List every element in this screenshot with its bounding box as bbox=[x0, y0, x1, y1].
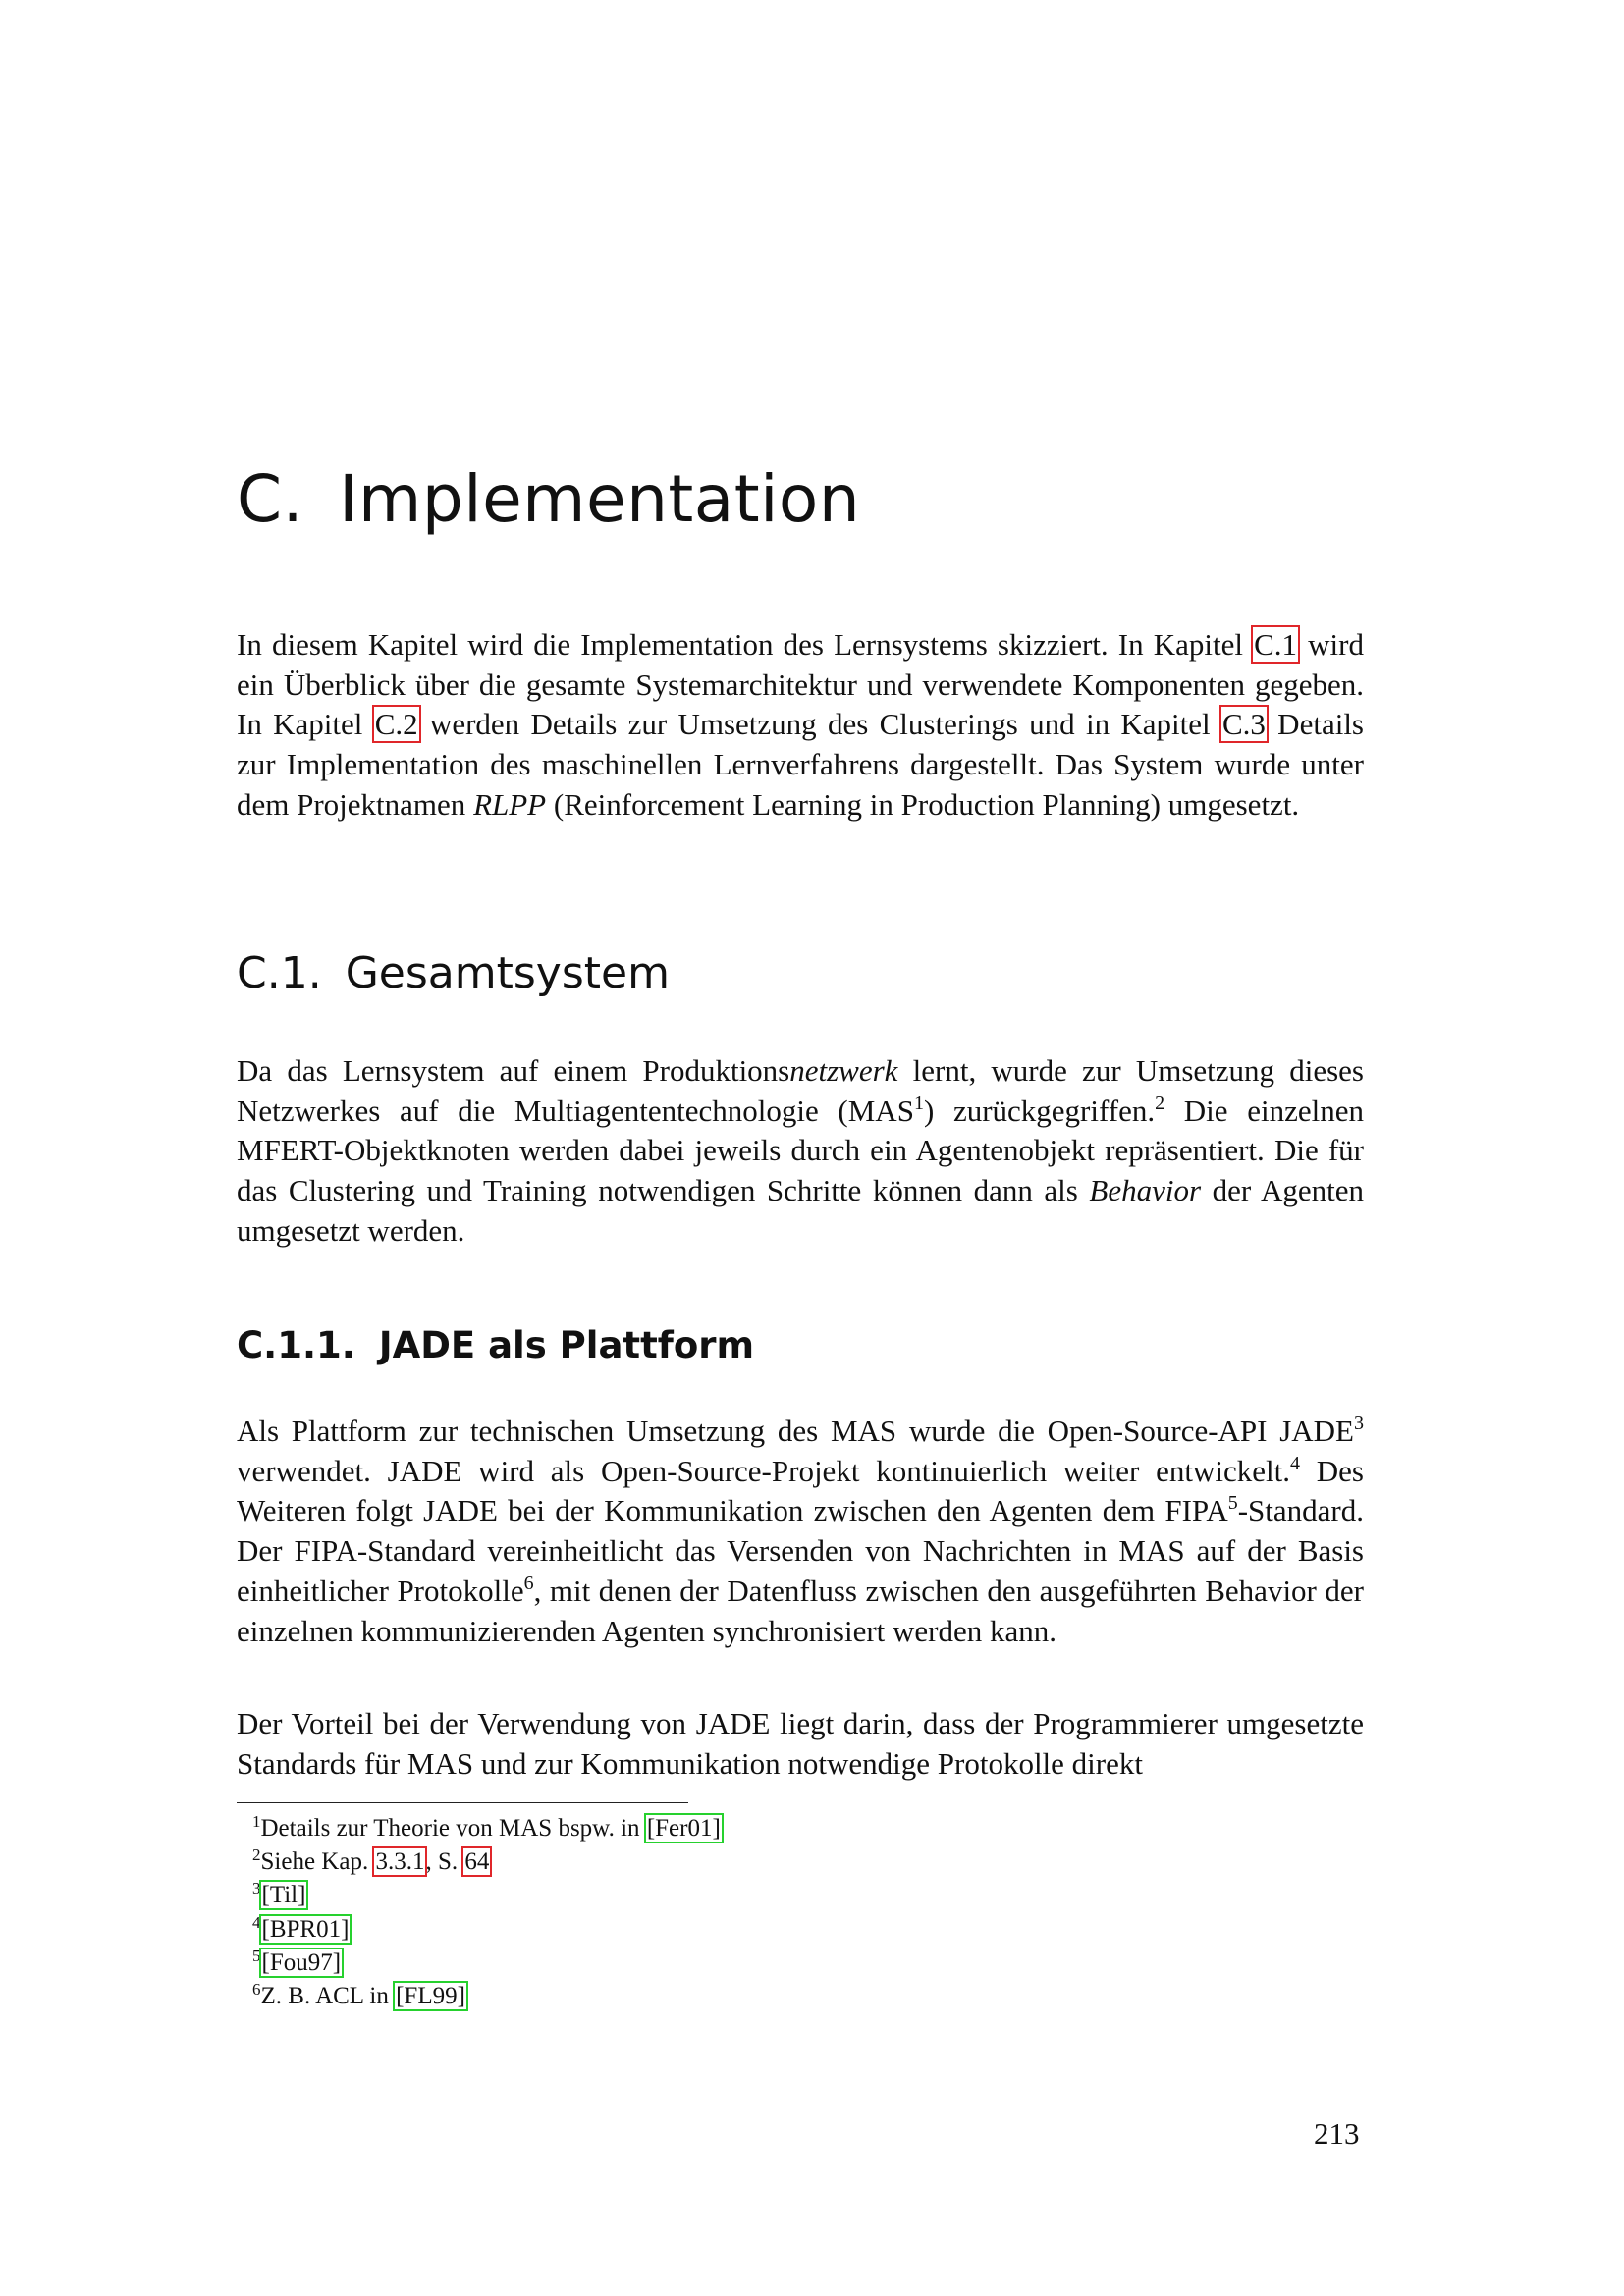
footnote-mark-3[interactable]: 3 bbox=[1354, 1413, 1364, 1434]
footnote-mark-4[interactable]: 4 bbox=[1290, 1452, 1300, 1474]
link-c2[interactable]: C.2 bbox=[374, 707, 418, 742]
intro-text-5: (Reinforcement Learning in Production Planning) umgesetzt. bbox=[546, 786, 1300, 822]
cite-fer01[interactable]: [Fer01] bbox=[646, 1815, 721, 1842]
project-name: RLPP bbox=[473, 786, 547, 822]
subsection-title: JADE als Plattform bbox=[378, 1324, 755, 1366]
para2-text-2: lernt, wurde zur Umsetzung dieses Netzwerkes auf die Multiagententechnologie (MAS bbox=[237, 1053, 1364, 1128]
footnotes bbox=[252, 1812, 1332, 2013]
para2-text-4: Die einzelnen MFERT-Objektknoten werden dabei jeweils durch ein Agentenobjekt repräsentiert. Die für das Clustering und Training notwendigen Schritte können dann als bbox=[237, 1093, 1364, 1208]
para2-text-1: Da das Lernsystem auf einem Produktions bbox=[237, 1053, 790, 1088]
link-page-64[interactable]: 64 bbox=[464, 1848, 490, 1876]
chapter-number: C. bbox=[237, 461, 304, 537]
para2-em-netzwerk: netzwerk bbox=[789, 1053, 898, 1088]
intro-paragraph bbox=[237, 625, 1364, 826]
para2-text-3: ) zurückgegriffen. bbox=[923, 1093, 1156, 1128]
intro-text-1: In diesem Kapitel wird die Implementation des Lernsystems skizziert. In Kapitel bbox=[237, 627, 1254, 662]
footnote-6-mark: 6 bbox=[252, 1980, 261, 2000]
cite-til[interactable]: [Til] bbox=[261, 1882, 306, 1909]
para3-text-2: verwendet. JADE wird als Open-Source-Projekt kontinuierlich weiter entwickelt. bbox=[237, 1453, 1290, 1488]
footnote-5 bbox=[252, 1947, 1332, 1980]
section-number: C.1. bbox=[237, 948, 322, 998]
footnote-1 bbox=[252, 1812, 1332, 1845]
footnote-4-mark: 4 bbox=[252, 1912, 261, 1932]
subsection-heading-c11 bbox=[237, 1324, 754, 1366]
jade-paragraph bbox=[237, 1412, 1364, 1651]
footnote-1-mark: 1 bbox=[252, 1812, 261, 1831]
footnote-2-mark: 2 bbox=[252, 1845, 261, 1865]
footnote-2 bbox=[252, 1845, 1332, 1879]
chapter-title-text: Implementation bbox=[339, 461, 861, 537]
link-331[interactable]: 3.3.1 bbox=[375, 1848, 425, 1876]
para2-em-behavior: Behavior bbox=[1089, 1173, 1202, 1208]
footnote-mark-2[interactable]: 2 bbox=[1155, 1092, 1165, 1114]
gesamtsystem-paragraph bbox=[237, 1051, 1364, 1252]
footnote-4 bbox=[252, 1913, 1332, 1947]
cite-fou97[interactable]: [Fou97] bbox=[261, 1949, 342, 1976]
para3-text-4: -Standard. Der FIPA-Standard vereinheitlicht das Versenden von Nachrichten in MAS auf der Basis einheitlicher Protokolle bbox=[237, 1493, 1364, 1608]
para2-text-5: der Agenten umgesetzt werden. bbox=[237, 1173, 1365, 1248]
footnote-mark-6[interactable]: 6 bbox=[523, 1572, 534, 1594]
vorteil-paragraph: Der Vorteil bei der Verwendung von JADE liegt darin, dass der Programmierer umgesetzte Standards für MAS und zur Kommunikation notwendige Protokolle direkt bbox=[237, 1706, 1364, 1781]
footnote-2-text: Siehe Kap. bbox=[260, 1848, 375, 1876]
link-c1[interactable]: C.1 bbox=[1254, 627, 1298, 662]
footnote-1-text: Details zur Theorie von MAS bspw. in bbox=[260, 1815, 646, 1842]
footnote-6-text: Z. B. ACL in bbox=[260, 1983, 396, 2010]
para3-text-5: , mit denen der Datenfluss zwischen den ausgeführten Behavior der einzelnen kommunizierenden Agenten synchronisiert werden kann. bbox=[237, 1573, 1364, 1648]
page-number: 213 bbox=[1314, 2116, 1360, 2151]
intro-text-4: Details zur Implementation des maschinellen Lernverfahrens dargestellt. Das System wurde unter dem Projektnamen bbox=[237, 707, 1364, 822]
section-heading-c1 bbox=[237, 948, 670, 998]
footnote-2-mid: , S. bbox=[425, 1848, 464, 1876]
para3-text-3: Des Weiteren folgt JADE bei der Kommunikation zwischen den Agenten dem FIPA bbox=[237, 1453, 1364, 1528]
cite-fl99[interactable]: [FL99] bbox=[396, 1983, 465, 2010]
footnote-mark-5[interactable]: 5 bbox=[1227, 1492, 1238, 1515]
footnote-mark-1[interactable]: 1 bbox=[913, 1092, 924, 1114]
link-c3[interactable]: C.3 bbox=[1221, 707, 1266, 742]
intro-text-3: werden Details zur Umsetzung des Clusterings und in Kapitel bbox=[418, 707, 1221, 742]
para3-text-1: Als Plattform zur technischen Umsetzung des MAS wurde die Open-Source-API JADE bbox=[237, 1414, 1354, 1448]
footnote-divider bbox=[237, 1802, 688, 1803]
footnote-3-mark: 3 bbox=[252, 1879, 261, 1898]
cite-bpr01[interactable]: [BPR01] bbox=[261, 1915, 350, 1943]
footnote-3 bbox=[252, 1879, 1332, 1912]
footnote-5-mark: 5 bbox=[252, 1946, 261, 1965]
section-title: Gesamtsystem bbox=[345, 948, 670, 998]
subsection-number: C.1.1. bbox=[237, 1324, 355, 1366]
footnote-6 bbox=[252, 1980, 1332, 2013]
intro-text-2: wird ein Überblick über die gesamte Systemarchitektur und verwendete Komponenten gegeben. In Kapitel bbox=[237, 627, 1364, 742]
chapter-title bbox=[237, 461, 860, 537]
